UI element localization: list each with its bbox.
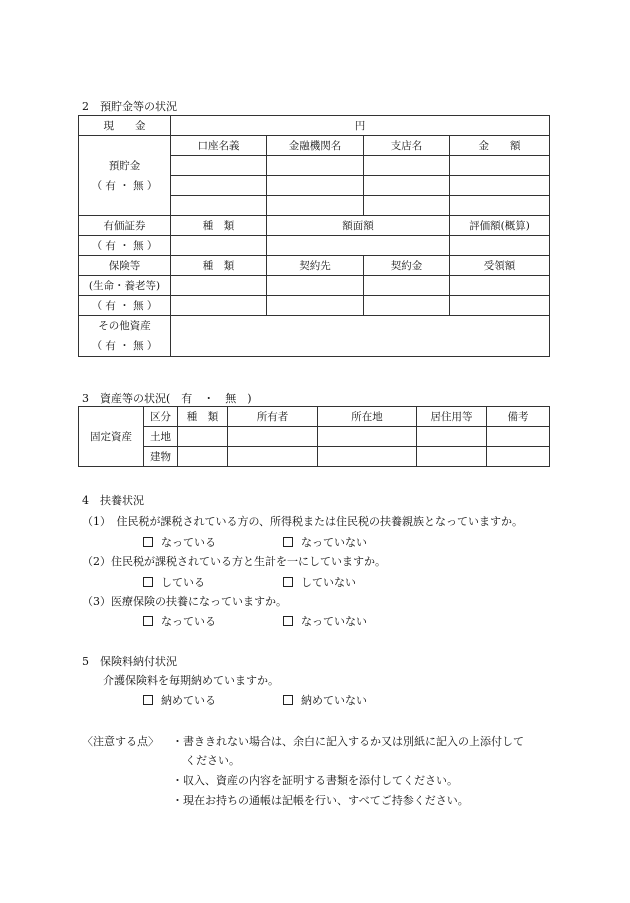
dependent-question-2: （2）住民税が課税されている方と生計を一にしていますか。 (82, 555, 386, 568)
insurance-header-received: 受領額 (450, 256, 550, 276)
q1-option-yes[interactable]: なっている (143, 534, 216, 550)
property-cell[interactable] (487, 427, 550, 447)
savings-table (78, 115, 550, 357)
property-row-land: 土地 (144, 427, 178, 447)
property-cell[interactable] (417, 427, 487, 447)
deposit-cell[interactable] (171, 196, 267, 216)
deposit-cell[interactable] (450, 176, 550, 196)
property-header-remarks: 備考 (487, 407, 550, 427)
securities-header-type: 種 類 (171, 216, 267, 236)
section2-heading: 2 預貯金等の状況 (82, 100, 177, 113)
securities-header-eval: 評価額(概算) (450, 216, 550, 236)
property-cell[interactable] (318, 427, 417, 447)
deposit-cell[interactable] (171, 156, 267, 176)
premium-option-no[interactable]: 納めていない (283, 692, 367, 708)
property-cell[interactable] (417, 447, 487, 467)
securities-label: 有価証券 (79, 216, 171, 236)
deposit-cell[interactable] (364, 196, 450, 216)
premium-option-yes[interactable]: 納めている (143, 692, 216, 708)
insurance-cell[interactable] (171, 276, 267, 296)
securities-yesno[interactable]: （ 有 ・ 無 ） (79, 236, 171, 256)
deposit-cell[interactable] (267, 176, 364, 196)
other-assets-label-cell (79, 316, 171, 357)
property-cell[interactable] (228, 427, 318, 447)
other-assets-yesno[interactable]: （ 有 ・ 無 ） (91, 340, 158, 352)
note-item: ください。 (185, 754, 240, 767)
checkbox-icon[interactable] (143, 577, 153, 587)
property-cell[interactable] (487, 447, 550, 467)
securities-cell[interactable] (267, 236, 450, 256)
insurance-cell[interactable] (267, 276, 364, 296)
property-header-location: 所在地 (318, 407, 417, 427)
deposit-label: 預貯金 (108, 159, 141, 172)
q1-option-no[interactable]: なっていない (283, 534, 367, 550)
cash-unit: 円 (171, 116, 550, 136)
deposit-cell[interactable] (267, 156, 364, 176)
premium-question: 介護保険料を毎期納めていますか。 (103, 674, 279, 687)
note-item: ・書ききれない場合は、余白に記入するか又は別紙に記入の上添付して (172, 735, 524, 748)
deposit-header-branch: 支店名 (364, 136, 450, 156)
deposit-cell[interactable] (171, 176, 267, 196)
insurance-header-contract: 契約金 (364, 256, 450, 276)
q2-option-yes[interactable]: している (143, 574, 205, 590)
deposit-yesno[interactable]: （ 有 ・ 無 ） (91, 179, 158, 192)
insurance-cell[interactable] (364, 296, 450, 316)
property-table (78, 406, 550, 467)
note-item: ・現在お持ちの通帳は記帳を行い、すべてご持参ください。 (172, 794, 469, 807)
property-header-owner: 所有者 (228, 407, 318, 427)
fixed-assets-label: 固定資産 (79, 407, 144, 467)
section5-heading: 5 保険料納付状況 (82, 655, 177, 668)
checkbox-icon[interactable] (143, 537, 153, 547)
property-cell[interactable] (178, 427, 228, 447)
insurance-header-insurer: 契約先 (267, 256, 364, 276)
insurance-cell[interactable] (364, 276, 450, 296)
insurance-cell[interactable] (267, 296, 364, 316)
cash-label: 現 金 (79, 116, 171, 136)
insurance-label: 保険等 (79, 256, 171, 276)
section4-heading: 4 扶養状況 (82, 494, 144, 507)
checkbox-icon[interactable] (283, 577, 293, 587)
deposit-header-bank: 金融機関名 (267, 136, 364, 156)
checkbox-icon[interactable] (143, 695, 153, 705)
property-header-type: 種 類 (178, 407, 228, 427)
q2-option-no[interactable]: していない (283, 574, 356, 590)
insurance-yesno[interactable]: （ 有 ・ 無 ） (79, 296, 171, 316)
deposit-cell[interactable] (364, 156, 450, 176)
notes-label: 〈注意する点〉 (82, 735, 159, 748)
q3-option-yes[interactable]: なっている (143, 613, 216, 629)
securities-cell[interactable] (450, 236, 550, 256)
property-cell[interactable] (318, 447, 417, 467)
other-assets-cell[interactable] (171, 316, 550, 357)
property-cell[interactable] (178, 447, 228, 467)
deposit-cell[interactable] (267, 196, 364, 216)
insurance-cell[interactable] (171, 296, 267, 316)
insurance-cell[interactable] (450, 296, 550, 316)
dependent-question-1: （1） 住民税が課税されている方の、所得税または住民税の扶養親族となっていますか。 (82, 515, 524, 528)
other-assets-label: その他資産 (98, 320, 151, 332)
deposit-cell[interactable] (450, 156, 550, 176)
property-header-residential: 居住用等 (417, 407, 487, 427)
checkbox-icon[interactable] (283, 616, 293, 626)
section3-heading: 3 資産等の状況( 有 ・ 無 ) (82, 392, 252, 405)
insurance-sub: (生命・養老等) (79, 276, 171, 296)
deposit-label-cell (79, 136, 171, 216)
securities-header-face: 額面額 (267, 216, 450, 236)
dependent-question-3: （3）医療保険の扶養になっていますか。 (82, 595, 287, 608)
insurance-header-type: 種 類 (171, 256, 267, 276)
deposit-header-holder: 口座名義 (171, 136, 267, 156)
deposit-cell[interactable] (450, 196, 550, 216)
property-row-building: 建物 (144, 447, 178, 467)
q3-option-no[interactable]: なっていない (283, 613, 367, 629)
securities-cell[interactable] (171, 236, 267, 256)
checkbox-icon[interactable] (143, 616, 153, 626)
checkbox-icon[interactable] (283, 695, 293, 705)
deposit-header-amount: 金 額 (450, 136, 550, 156)
deposit-cell[interactable] (364, 176, 450, 196)
property-header-category: 区分 (144, 407, 178, 427)
note-item: ・収入、資産の内容を証明する書類を添付してください。 (172, 774, 458, 787)
checkbox-icon[interactable] (283, 537, 293, 547)
property-cell[interactable] (228, 447, 318, 467)
insurance-cell[interactable] (450, 276, 550, 296)
